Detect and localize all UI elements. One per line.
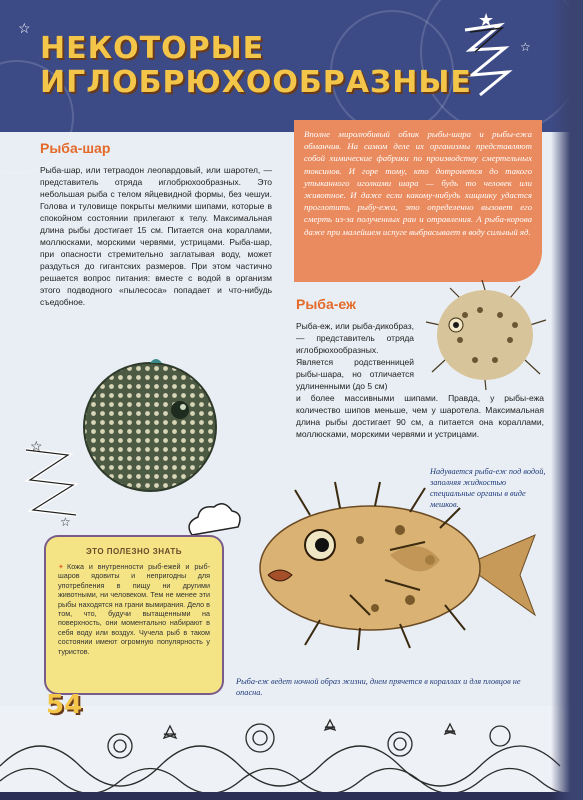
section-text: Рыба-шар, или тетраодон леопардовый, или шаротел, — представитель отряда иглобрюхообразных. Это небольшая рыба с телом яйцевидной формы, без чешуи. Голова и туловище покрыты мелкими шипами, которые в спокойном состоянии прилегают к телу. Максимальная длина рыбы достигает 15 см. Питается она кораллами, моллюсками, морскими червями, устрицами. Рыба-шар, при опасности стремительно заглатывая воду, может раздуться до гигантских размеров. При этом частично решается вопрос питания: вместе с водой в организм этого подводного «пылесоса» попадает и что-нибудь съедобное. [40, 165, 272, 307]
star-icon: ☆ [18, 20, 31, 36]
section-text-narrow: Рыба-еж, или рыба-дикобраз, — представитель отряда иглобрюхообразных. Является родственницей рыбы-шара, но отличается удлиненными (до 5 см) [296, 321, 414, 391]
zigzag-icon [18, 445, 88, 535]
page-number: 54 [46, 690, 83, 720]
porcupinefish-large-illustration [250, 480, 540, 650]
section-heading-porcupine: Рыба-еж [296, 296, 356, 312]
star-icon: ☆ [30, 438, 43, 454]
star-icon: ☆ [60, 515, 71, 529]
porcupinefish-small-illustration [420, 280, 550, 390]
page-header [0, 0, 583, 132]
page-edge-shadow [551, 0, 583, 800]
page-title: НЕКОТОРЫЕ ИГЛОБРЮХООБРАЗНЫЕ [40, 31, 472, 100]
pufferfish-illustration [80, 355, 220, 495]
warning-text: Вполне миролюбивый облик рыбы-шара и рыбы-ежа обманчив. На самом деле их организмы представляют собой химические фабрики по производству смертельных токсинов. И горе тому, кто дотронется до такого утыканного иголками шара — будь то человек или животное. И даже если какому-нибудь хищнику удастся проглотить рыбу-ежа, это определенно вызовет его смерть из-за полученных ран и отравления. А рыба-корова даже при малейшем испуге выбрасывает в воду сильный яд. [304, 129, 532, 237]
caption-night: Рыба-еж ведет ночной образ жизни, днем прячется в кораллах и для пловцов не опасна. [236, 677, 521, 697]
section-puffer [40, 140, 272, 308]
bullet-icon: ✦ [58, 562, 65, 571]
star-icon: ★ [478, 10, 495, 30]
info-text [58, 562, 210, 656]
section-heading: Рыба-шар [40, 140, 111, 156]
caption-inflate: Надувается рыба-еж под водой, заполняя жидкостью специальные органы в виде мешков. [430, 467, 546, 509]
info-title: ЭТО ПОЛЕЗНО ЗНАТЬ [85, 547, 183, 556]
info-text-body: Кожа и внутренности рыб-ежей и рыб-шаров ядовиты и непригодны для употребления в пищу ни другими животными, ни человеком. Тем не менее эти рыбы находятся на грани вымирания. Дело в том, что, будучи вытащенными на поверхность, они моментально набирают в себя воду или воздух. Чучела рыб в таком состоянии имеют огромную популярность у туристов. [58, 562, 210, 656]
footer-ornament [0, 706, 583, 800]
warning-box [294, 120, 542, 282]
star-icon: ☆ [520, 40, 531, 54]
section-text-wide: и более массивными шипами. Правда, у рыбы-ежа количество шипов меньше, чем у шаротела. Максимальная длина рыбы достигает 90 см, а питается она кораллами, моллюсками, морскими червями и устрицами. [296, 393, 544, 439]
info-box [46, 537, 222, 693]
